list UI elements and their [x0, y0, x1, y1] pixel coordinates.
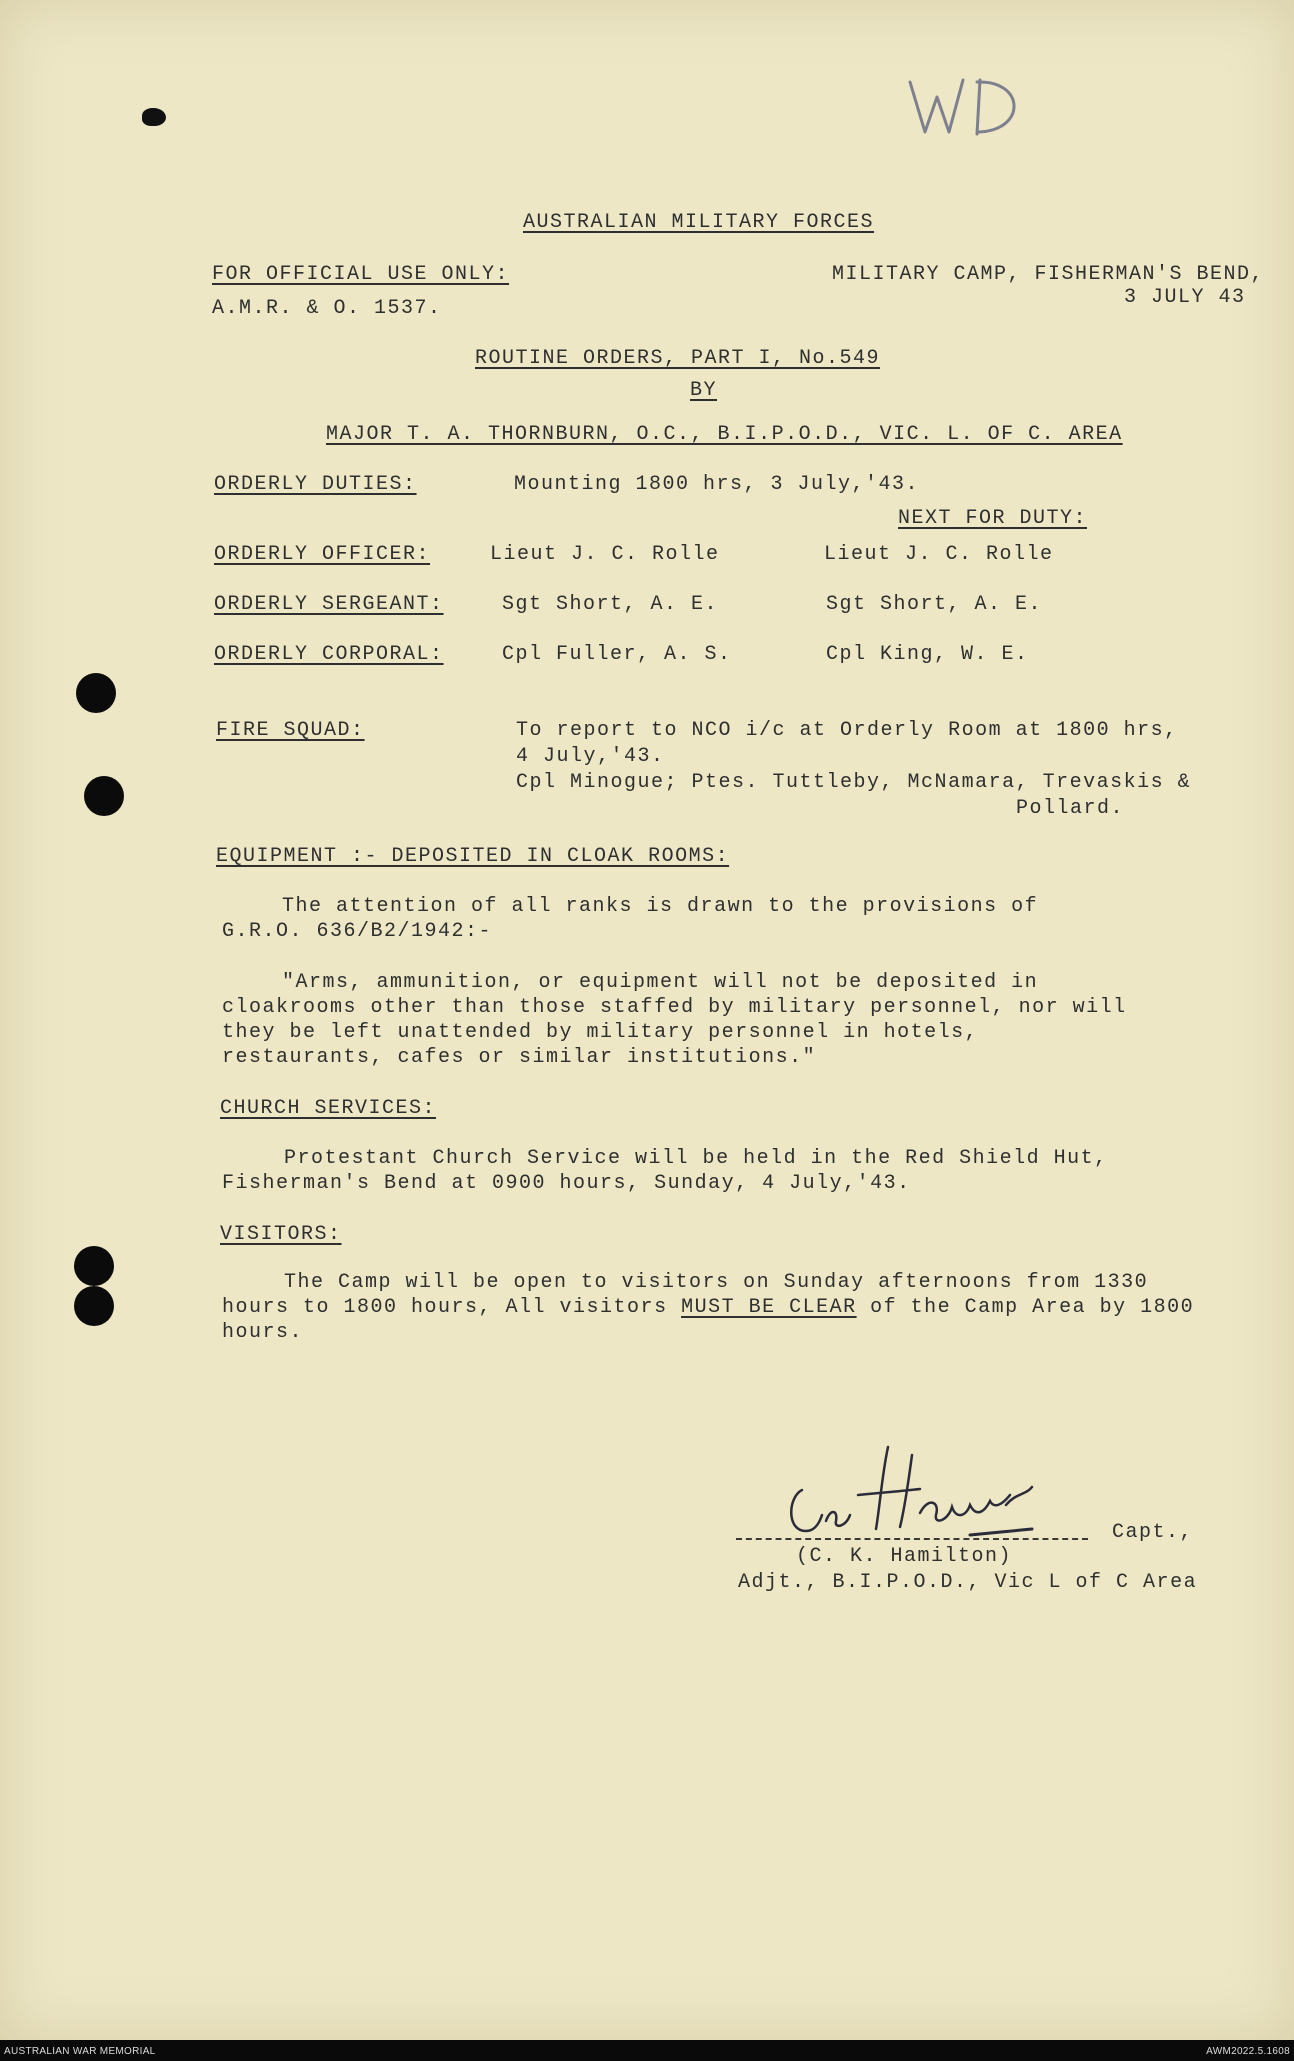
date: 3 JULY 43	[1124, 286, 1246, 309]
orders-by: BY	[690, 379, 718, 402]
duty-current: Sgt Short, A. E.	[502, 593, 719, 616]
orderly-duties-label: ORDERLY DUTIES:	[214, 473, 417, 496]
duty-role: ORDERLY CORPORAL:	[214, 643, 444, 666]
footer-right: AWM2022.5.1608	[1206, 2046, 1290, 2057]
punch-hole	[74, 1286, 114, 1326]
handwritten-initials	[905, 72, 1035, 142]
visitors-emphasis: MUST BE CLEAR	[681, 1296, 857, 1319]
signatory-appointment: Adjt., B.I.P.O.D., Vic L of C Area	[738, 1571, 1198, 1594]
footer-left: AUSTRALIAN WAR MEMORIAL	[4, 2046, 156, 2057]
visitors-text-end: of the Camp Area by 1800 hours.	[222, 1296, 1195, 1344]
classification: FOR OFFICIAL USE ONLY:	[212, 263, 510, 286]
punch-hole	[76, 673, 116, 713]
signatory-name: (C. K. Hamilton)	[796, 1545, 1013, 1568]
duty-next: Cpl King, W. E.	[826, 643, 1029, 666]
mounting-time: Mounting 1800 hrs, 3 July,'43.	[514, 473, 920, 496]
location: MILITARY CAMP, FISHERMAN'S BEND,	[832, 263, 1265, 286]
issuer: MAJOR T. A. THORNBURN, O.C., B.I.P.O.D., VIC. L. OF C. AREA	[326, 423, 1123, 446]
visitors-paragraph	[222, 1270, 1202, 1345]
orders-title: ROUTINE ORDERS, PART I, No.549	[475, 347, 881, 370]
torn-mark	[142, 108, 166, 126]
church-paragraph	[222, 1146, 1212, 1196]
fire-squad-line: Pollard.	[1016, 797, 1125, 820]
equipment-quote	[222, 970, 1142, 1070]
visitors-text: The Camp will be open to visitors on Sunday afternoons from 1330 hours to 1800 hours, All visitors	[222, 1271, 1149, 1319]
visitors-heading: VISITORS:	[220, 1223, 342, 1246]
fire-squad-label: FIRE SQUAD:	[216, 719, 365, 742]
fire-squad-line: To report to NCO i/c at Orderly Room at 1800 hrs,	[516, 719, 1178, 742]
equipment-heading: EQUIPMENT :- DEPOSITED IN CLOAK ROOMS:	[216, 845, 730, 868]
fire-squad-line: 4 July,'43.	[516, 745, 665, 768]
duty-next: Lieut J. C. Rolle	[824, 543, 1054, 566]
signature	[780, 1435, 1070, 1545]
equipment-quote-text: "Arms, ammunition, or equipment will not be deposited in cloakrooms other than those staffed by military personnel, nor will they be left unattended by military personnel in hotels, restaurants, cafes or similar institutions."	[222, 971, 1127, 1069]
duty-next: Sgt Short, A. E.	[826, 593, 1043, 616]
church-heading: CHURCH SERVICES:	[220, 1097, 437, 1120]
equipment-paragraph	[222, 894, 1092, 944]
signature-line	[736, 1538, 1088, 1540]
punch-hole	[74, 1246, 114, 1286]
duty-current: Cpl Fuller, A. S.	[502, 643, 732, 666]
fire-squad-line: Cpl Minogue; Ptes. Tuttleby, McNamara, Trevaskis &	[516, 771, 1192, 794]
punch-hole	[84, 776, 124, 816]
reference-number: A.M.R. & O. 1537.	[212, 297, 442, 320]
signatory-rank: Capt.,	[1112, 1521, 1194, 1544]
duty-role: ORDERLY OFFICER:	[214, 543, 431, 566]
church-text: Protestant Church Service will be held in the Red Shield Hut, Fisherman's Bend at 0900 hours, Sunday, 4 July,'43.	[222, 1147, 1108, 1195]
equipment-para-text: The attention of all ranks is drawn to the provisions of G.R.O. 636/B2/1942:-	[222, 895, 1039, 943]
header-title: AUSTRALIAN MILITARY FORCES	[523, 211, 875, 234]
duty-current: Lieut J. C. Rolle	[490, 543, 720, 566]
next-for-duty-label: NEXT FOR DUTY:	[898, 507, 1088, 530]
duty-role: ORDERLY SERGEANT:	[214, 593, 444, 616]
